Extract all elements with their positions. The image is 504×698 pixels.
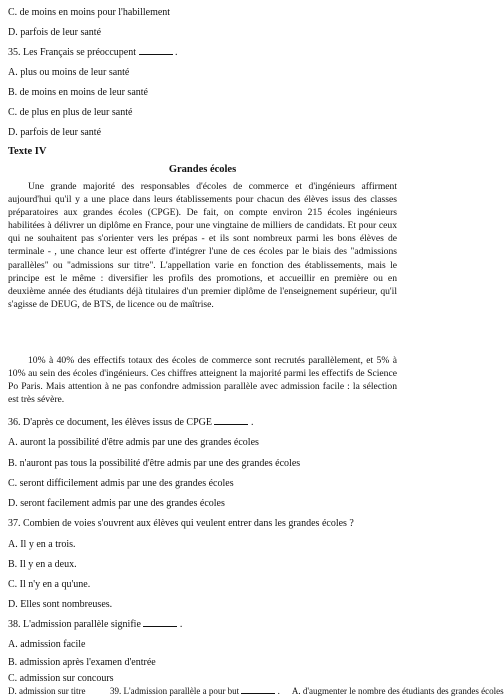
q35-option-d: D. parfois de leur santé (8, 127, 102, 138)
q37-stem: 37. Combien de voies s'ouvrent aux élèves qui veulent entrer dans les grandes écoles ? (8, 518, 354, 529)
q36-option-d: D. seront facilement admis par une des grandes écoles (8, 498, 225, 509)
answer-blank (214, 416, 248, 425)
q34-option-c: C. de moins en moins pour l'habillement (8, 7, 171, 18)
q37-option-c: C. Il n'y en a qu'une. (8, 579, 91, 590)
q37-option-d: D. Elles sont nombreuses. (8, 599, 113, 610)
q39-stem-end: . (277, 686, 280, 696)
q34-option-d: D. parfois de leur santé (8, 27, 102, 38)
answer-blank (241, 685, 275, 694)
q36-option-a: A. auront la possibilité d'être admis par une des grandes écoles (8, 437, 259, 448)
q38-stem (8, 618, 400, 631)
answer-blank (139, 46, 173, 55)
q38-stem-end: . (179, 619, 183, 630)
section-label: Texte IV (8, 146, 47, 157)
article-title: Grandes écoles (168, 164, 237, 175)
article-paragraph-2: 10% à 40% des effectifs totaux des écoles de commerce sont recrutés parallèlement, et 5% à 10% au sein des écoles d'ingénieurs. Ces chiffres atteignent la majorité parmi les effectifs de Science Po Paris. Mais attention à ne pas confondre admission parallèle avec admission facile : la sélection est très sévère. (8, 355, 397, 406)
q38-stem-text: 38. L'admission parallèle signifie (8, 619, 141, 630)
q36-option-c: C. seront difficilement admis par une des grandes écoles (8, 478, 234, 489)
q35-option-c: C. de plus en plus de leur santé (8, 107, 133, 118)
q35-option-b: B. de moins en moins de leur santé (8, 87, 148, 98)
q39-option-a-text: A. d'augmenter le nombre des étudiants des grandes écoles (291, 686, 504, 696)
answer-blank (143, 618, 177, 627)
q36-stem (8, 416, 400, 429)
article-paragraph-1: Une grande majorité des responsables d'écoles de commerce et d'ingénieurs affirment aujourd'hui qu'il y a une place dans leurs établissements pour chacun des élèves issus des classes préparatoires aux grandes écoles (CPGE). De fait, on compte environ 215 écoles ingénieurs habilitées à délivrer un diplôme en France, pour une vingtaine de milliers de candidats. Et pour ceux qui ne souhaitent pas s'orienter vers les prépas - et ils sont nombreux parmi les bons élèves de terminale - , une chance leur est offerte d'intégrer l'une de ces écoles par le biais des "admissions parallèles" ou "admissions sur titre". L'appellation varie en fonction des établissements, mais le principe est le même : diversifier les profils des promotions, et accueillir en première ou en deuxième année des étudiants déjà titulaires d'un premier diplôme de l'enseignement supérieur, qu'il s'agisse de DEUG, de BTS, de licence ou de maîtrise. (8, 181, 397, 310)
q39-stem-text: 39. L'admission parallèle a pour but (110, 686, 240, 696)
q37-option-a: A. Il y en a trois. (8, 539, 76, 550)
q35-option-a: A. plus ou moins de leur santé (8, 67, 130, 78)
q36-stem-end: . (250, 417, 254, 428)
q35-stem-text: 35. Les Français se préoccupent (8, 47, 137, 58)
q38-option-b: B. admission après l'examen d'entrée (8, 657, 156, 668)
q35-stem (8, 46, 400, 59)
q36-stem-text: 36. D'après ce document, les élèves issus de CPGE (8, 417, 212, 428)
q38-option-a: A. admission facile (8, 639, 86, 650)
q35-stem-end: . (175, 47, 178, 58)
q37-option-b: B. Il y en a deux. (8, 559, 77, 570)
q36-option-b: B. n'auront pas tous la possibilité d'être admis par une des grandes écoles (8, 458, 301, 469)
q38-option-c: C. admission sur concours (8, 673, 114, 684)
q38-option-d (8, 685, 504, 697)
q38-option-d-text: D. admission sur titre (8, 686, 86, 696)
